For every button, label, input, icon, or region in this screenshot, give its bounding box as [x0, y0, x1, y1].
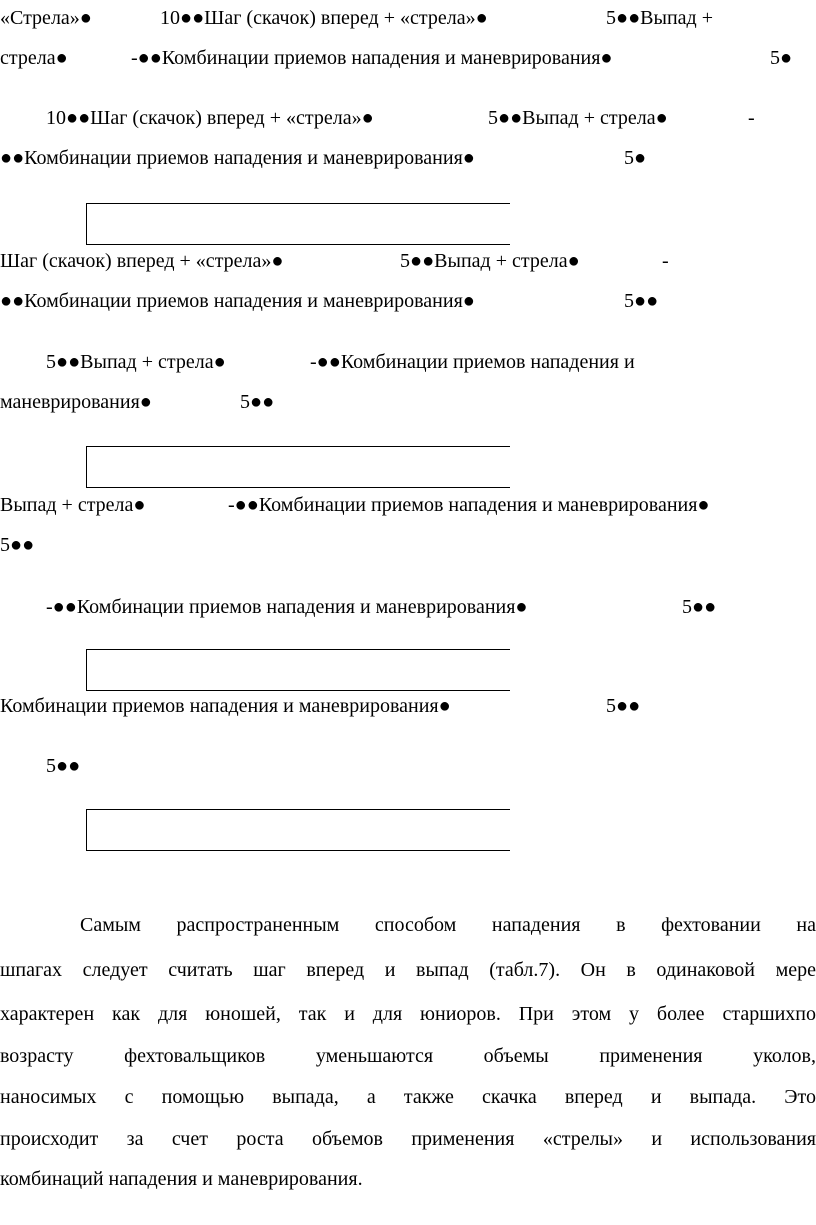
blank-box-3 — [86, 649, 510, 691]
row-8-seg-2: 5●● — [240, 391, 275, 413]
blank-box-4 — [86, 809, 510, 851]
row-6-seg-1: ●●Комбинации приемов нападения и маневрирования● — [0, 290, 475, 312]
row-3-seg-2: 5●●Выпад + стрела● — [488, 107, 668, 129]
row-8-seg-1: маневрирования● — [0, 391, 152, 413]
para-line-2: шпагах следует считать шаг вперед и выпад (табл.7). Он в одинаковой мере — [0, 959, 816, 981]
row-12-seg-1: Комбинации приемов нападения и маневрирования● — [0, 695, 451, 717]
row-3-seg-3: - — [748, 107, 755, 129]
row-11-seg-2: 5●● — [682, 596, 717, 618]
para-line-1: Самым распространенным способом нападения в фехтовании на — [80, 914, 816, 936]
row-2-seg-1: стрела● — [0, 47, 68, 69]
row-4-seg-2: 5● — [624, 147, 647, 169]
row-11-seg-1: -●●Комбинации приемов нападения и маневрирования● — [46, 596, 528, 618]
row-4-seg-1: ●●Комбинации приемов нападения и маневрирования● — [0, 147, 475, 169]
blank-box-2 — [86, 446, 510, 488]
row-3-seg-1: 10●●Шаг (скачок) вперед + «стрела»● — [46, 107, 374, 129]
para-line-3: характерен как для юношей, так и для юниоров. При этом у более старшихпо — [0, 1003, 816, 1025]
row-5-seg-2: 5●●Выпад + стрела● — [400, 250, 580, 272]
row-6-seg-2: 5●● — [624, 290, 659, 312]
row-12-seg-2: 5●● — [606, 695, 641, 717]
row-13-seg-1: 5●● — [46, 755, 81, 777]
row-2-seg-2: -●●Комбинации приемов нападения и маневрирования● — [131, 47, 613, 69]
para-line-7: комбинаций нападения и маневрирования. — [0, 1168, 363, 1190]
row-7-seg-2: -●●Комбинации приемов нападения и — [310, 351, 635, 373]
row-2-seg-3: 5● — [770, 47, 793, 69]
row-1-seg-2: 10●●Шаг (скачок) вперед + «стрела»● — [160, 7, 488, 29]
row-7-seg-1: 5●●Выпад + стрела● — [46, 351, 226, 373]
para-line-4: возрасту фехтовальщиков уменьшаются объемы применения уколов, — [0, 1045, 816, 1067]
para-line-5: наносимых с помощью выпада, а также скачка вперед и выпада. Это — [0, 1086, 816, 1108]
row-1-seg-3: 5●●Выпад + — [606, 7, 713, 29]
row-10-seg-1: 5●● — [0, 534, 35, 556]
row-5-seg-3: - — [662, 250, 669, 272]
para-line-6: происходит за счет роста объемов применения «стрелы» и использования — [0, 1128, 816, 1150]
blank-box-1 — [86, 203, 510, 245]
row-9-seg-2: -●●Комбинации приемов нападения и маневрирования● — [228, 494, 710, 516]
row-9-seg-1: Выпад + стрела● — [0, 494, 146, 516]
row-5-seg-1: Шаг (скачок) вперед + «стрела»● — [0, 250, 284, 272]
row-1-seg-1: «Стрела»● — [0, 7, 92, 29]
